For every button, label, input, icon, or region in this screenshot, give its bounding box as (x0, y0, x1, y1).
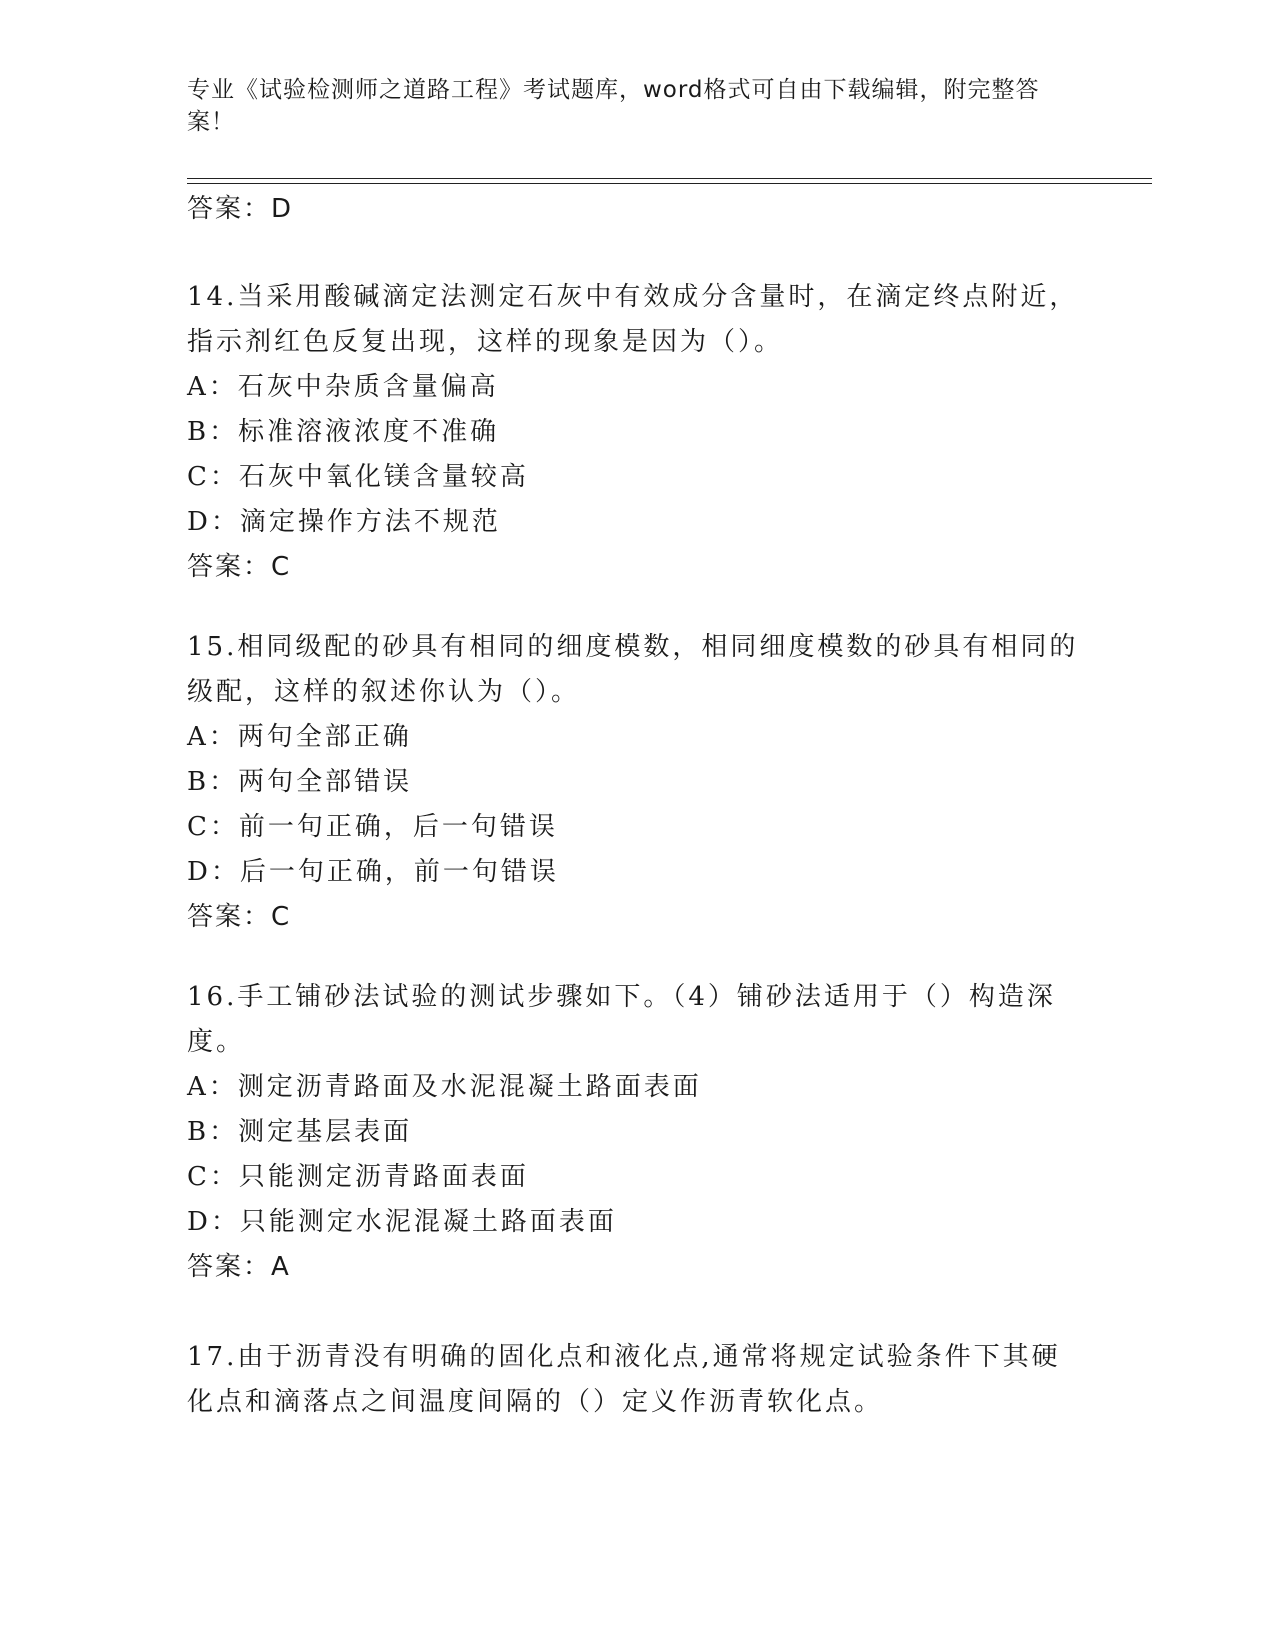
header-divider-top (187, 178, 1152, 179)
question-16 (187, 975, 1087, 1290)
question-stem-line: 化点和滴落点之间温度间隔的（）定义作沥青软化点。 (187, 1387, 884, 1417)
option-c: C：前一句正确，后一句错误 (187, 812, 558, 842)
question-14 (187, 275, 1087, 590)
header-divider-bottom (187, 183, 1152, 184)
option-d: D：只能测定水泥混凝土路面表面 (187, 1207, 617, 1237)
answer-text: 答案：C (187, 902, 292, 932)
option-a: A：石灰中杂质含量偏高 (187, 372, 499, 402)
question-stem-line: 14.当采用酸碱滴定法测定石灰中有效成分含量时，在滴定终点附近， (187, 282, 1079, 312)
option-d: D：滴定操作方法不规范 (187, 507, 501, 537)
question-stem-line: 17.由于沥青没有明确的固化点和液化点,通常将规定试验条件下其硬 (187, 1342, 1061, 1372)
previous-answer-block (187, 187, 1087, 232)
header-line-1: 专业《试验检测师之道路工程》考试题库，word格式可自由下载编辑，附完整答 (187, 77, 1040, 103)
answer-text: 答案：D (187, 194, 294, 224)
question-15 (187, 625, 1087, 940)
option-b: B：标准溶液浓度不准确 (187, 417, 500, 447)
option-b: B：测定基层表面 (187, 1117, 413, 1147)
question-17 (187, 1335, 1087, 1425)
header-line-2: 案！ (187, 109, 235, 135)
question-stem-line: 15.相同级配的砂具有相同的细度模数，相同细度模数的砂具有相同的 (187, 632, 1079, 662)
answer-text: 答案：A (187, 1252, 291, 1282)
option-c: C：只能测定沥青路面表面 (187, 1162, 529, 1192)
document-header (187, 74, 1067, 138)
question-stem-line: 度。 (187, 1027, 246, 1057)
option-b: B：两句全部错误 (187, 767, 413, 797)
question-stem-line: 级配，这样的叙述你认为（）。 (187, 677, 581, 707)
option-a: A：测定沥青路面及水泥混凝土路面表面 (187, 1072, 702, 1102)
question-stem-line: 指示剂红色反复出现，这样的现象是因为（）。 (187, 327, 784, 357)
answer-text: 答案：C (187, 552, 292, 582)
question-stem-line: 16.手工铺砂法试验的测试步骤如下。（4）铺砂法适用于（）构造深 (187, 982, 1056, 1012)
option-a: A：两句全部正确 (187, 722, 412, 752)
option-d: D：后一句正确，前一句错误 (187, 857, 559, 887)
option-c: C：石灰中氧化镁含量较高 (187, 462, 529, 492)
